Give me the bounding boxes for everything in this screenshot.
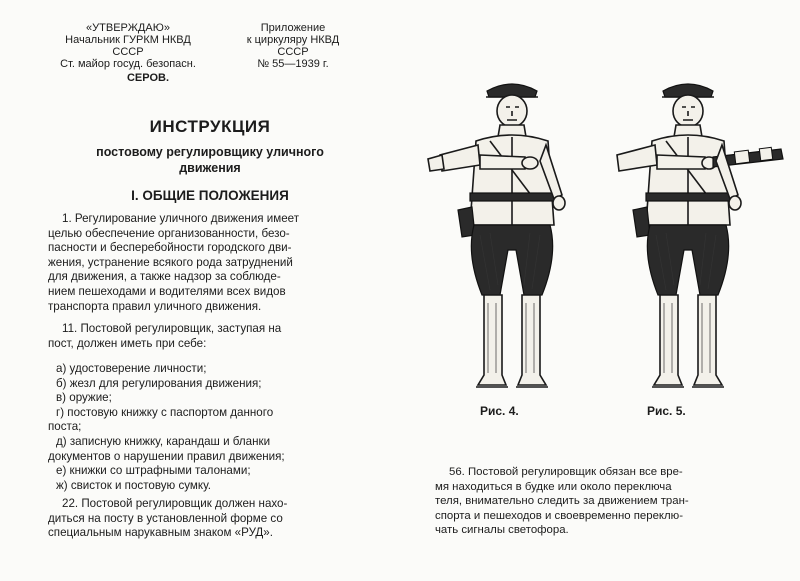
paragraph-2: [48, 322, 356, 351]
p3-line: диться на посту в установленной форме со: [48, 511, 283, 525]
list-item: в) оружие;: [56, 391, 112, 405]
subtitle-line-1: постовому регулировщику уличного: [96, 145, 324, 159]
document-subtitle: [40, 144, 380, 176]
p1-line: целью обеспечение организованности, безо-: [48, 226, 290, 240]
approval-line-3: СССР: [112, 46, 144, 58]
list-item: г) постовую книжку с паспортом данного: [56, 405, 274, 419]
p56-line: 56. Постовой регулировщик обязан все вре-: [449, 466, 683, 478]
figure-5-illustration: [605, 75, 795, 400]
p1-line: 1. Регулирование уличного движения имеет: [62, 212, 300, 225]
p2-line: пост, должен иметь при себе:: [48, 336, 207, 350]
equipment-list: [48, 362, 356, 493]
p1-line: транспорта правил уличного движения.: [48, 299, 262, 313]
document-title: ИНСТРУКЦИЯ: [149, 117, 271, 136]
p2-line: 11. Постовой регулировщик, заступая на: [62, 322, 282, 335]
list-item: д) записную книжку, карандаш и бланки: [56, 434, 271, 448]
appendix-line-1: Приложение: [260, 22, 326, 34]
list-item: документов о нарушении правил движения;: [48, 449, 285, 463]
p1-line: пасности и бесперебойности городского дви-: [48, 241, 292, 255]
paragraph-56: [435, 465, 765, 538]
appendix-block: [228, 22, 358, 70]
approval-line-1: «УТВЕРЖДАЮ»: [86, 22, 170, 34]
p3-line: 22. Постовой регулировщик должен нахо-: [62, 497, 288, 510]
p1-line: жения, устранение всякого рода затруднений: [48, 255, 293, 269]
section-heading: I. ОБЩИЕ ПОЛОЖЕНИЯ: [131, 188, 289, 203]
approval-block: [38, 22, 218, 84]
appendix-line-2: к циркуляру НКВД: [246, 34, 340, 46]
p1-line: нием пешеходами и водителями всех видов: [48, 284, 286, 298]
list-item: поста;: [48, 420, 82, 434]
subtitle-line-2: движения: [179, 161, 241, 175]
figure-4-caption: Рис. 4.: [480, 404, 519, 418]
p3-line: специальным нарукавным знаком «РУД».: [48, 526, 273, 540]
figure-4-illustration: [420, 75, 600, 400]
figure-5-caption: Рис. 5.: [647, 404, 686, 418]
right-page: [410, 0, 800, 581]
list-item: а) удостоверение личности;: [56, 362, 207, 375]
appendix-line-4: № 55—1939 г.: [257, 58, 329, 70]
appendix-line-3: СССР: [277, 46, 309, 58]
list-item: ж) свисток и постовую сумку.: [56, 478, 211, 492]
p56-line: чать сигналы светофора.: [435, 524, 569, 537]
approval-line-2: Начальник ГУРКМ НКВД: [65, 34, 191, 46]
approver-name: СЕРОВ.: [126, 72, 170, 84]
p1-line: для движения, а также надзор за соблюде-: [48, 270, 281, 284]
p56-line: мя находиться в будке или около переключа: [435, 480, 672, 493]
p56-line: теля, внимательно следить за движением тран-: [435, 495, 689, 508]
list-item: б) жезл для регулирования движения;: [56, 376, 262, 390]
p56-line: спорта и пешеходов и своевременно переклю-: [435, 509, 684, 522]
list-item: е) книжки со штрафными талонами;: [56, 464, 251, 478]
paragraph-1: [48, 212, 356, 314]
paragraph-3: [48, 497, 356, 541]
approval-line-4: Ст. майор госуд. безопасн.: [60, 58, 196, 70]
